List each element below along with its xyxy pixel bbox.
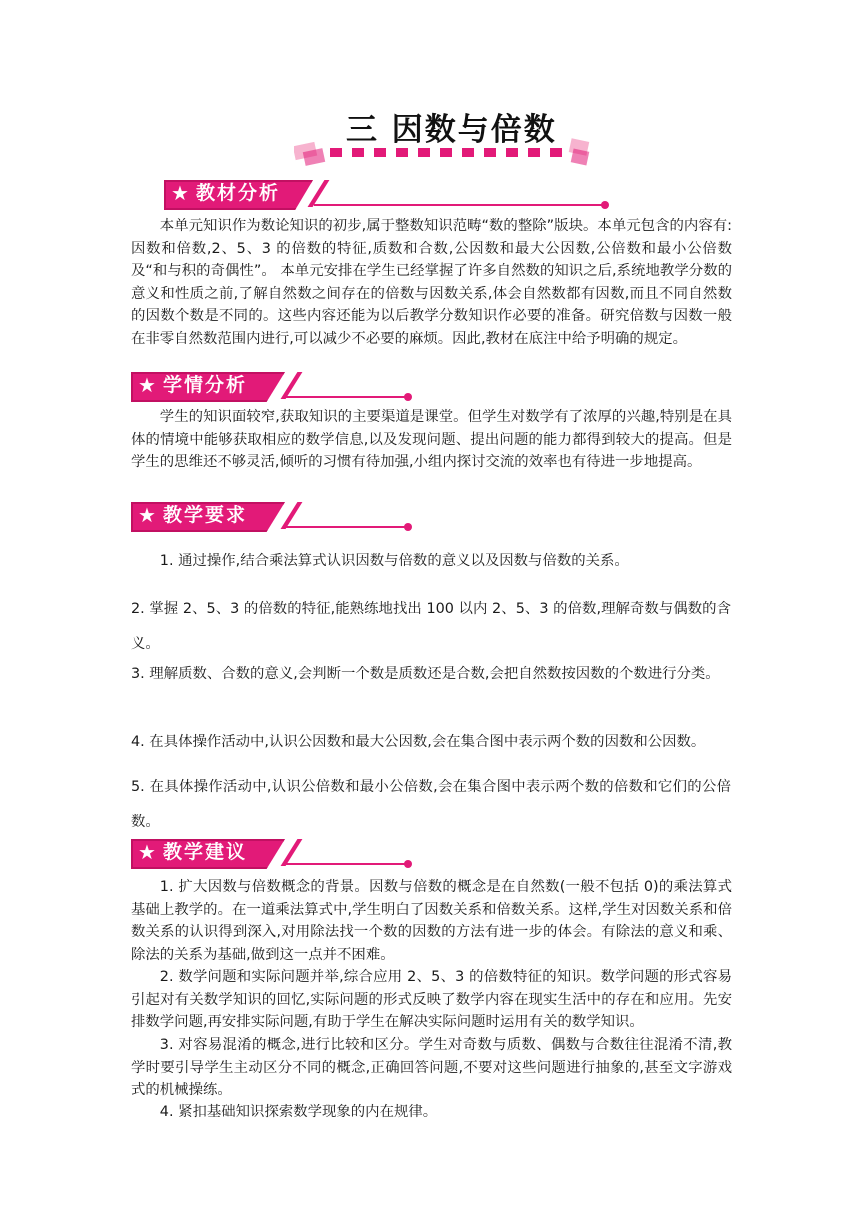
section-paragraph: 本单元知识作为数论知识的初步,属于整数知识范畴“数的整除”版块。本单元包含的内容有:因数和倍数,2、5、3 的倍数的特征,质数和合数,公因数和最大公因数,公倍数和最小公倍数及“和与积的奇偶性”。 本单元安排在学生已经掌握了许多自然数的知识之后,系统地教学分数的意义和性质之前,了解自然数之间存在的倍数与因数关系,体会自然数都有因数,而且不同自然数的因数个数是不同的。这些内容还能为以后教学分数知识作必要的准备。研究倍数与因数一般在非零自然数范围内进行,可以减少不必要的麻烦。因此,教材在底注中给予明确的规定。 bbox=[131, 218, 732, 347]
section-header-teaching-requirements bbox=[131, 502, 431, 532]
chapter-title: 三 因数与倍数 bbox=[346, 112, 557, 148]
slash-decoration bbox=[281, 372, 303, 399]
section-header-student-analysis bbox=[131, 372, 431, 402]
section-heading: 教材分析 bbox=[196, 182, 281, 204]
section-heading: 教学要求 bbox=[163, 504, 248, 526]
requirement-item: 4. 在具体操作活动中,认识公因数和最大公因数,会在集合图中表示两个数的因数和公因数。 bbox=[131, 734, 706, 750]
requirement-item: 3. 理解质数、合数的意义,会判断一个数是质数还是合数,会把自然数按因数的个数进行分类。 bbox=[131, 666, 720, 682]
suggestion-item: 1. 扩大因数与倍数概念的背景。因数与倍数的概念是在自然数(一般不包括 0)的乘法算式基础上教学的。在一道乘法算式中,学生明白了因数关系和倍数关系。这样,学生对因数关系和倍数关系的认识得到深入,对用除法找一个数的因数的方法有进一步的体会。有除法的意义和乘、除法的关系为基础,做到这一点并不困难。 bbox=[131, 879, 732, 963]
suggestion-item: 4. 紧扣基础知识探索数学现象的内在规律。 bbox=[159, 1104, 438, 1120]
suggestion-item: 2. 数学问题和实际问题并举,综合应用 2、5、3 的倍数特征的知识。数学问题的形式容易引起对有关数学知识的回忆,实际问题的形式反映了数学内容在现实生活中的存在和应用。先安排数学问题,再安排实际问题,有助于学生在解决实际问题时运用有关的数学知识。 bbox=[131, 969, 732, 1031]
section-heading: 教学建议 bbox=[163, 841, 248, 863]
slash-decoration bbox=[281, 839, 303, 866]
slash-decoration bbox=[281, 502, 303, 529]
rule-dot bbox=[404, 523, 412, 531]
requirement-item: 5. 在具体操作活动中,认识公倍数和最小公倍数,会在集合图中表示两个数的倍数和它们的公倍数。 bbox=[131, 779, 731, 830]
section-rule bbox=[286, 863, 406, 865]
section-rule bbox=[286, 526, 406, 528]
star-icon: ★ bbox=[138, 503, 156, 527]
star-icon: ★ bbox=[138, 840, 156, 864]
section-rule bbox=[314, 204, 604, 206]
section-paragraph: 学生的知识面较窄,获取知识的主要渠道是课堂。但学生对数学有了浓厚的兴趣,特别是在具体的情境中能够获取相应的数学信息,以及发现问题、提出问题的能力都得到较大的提高。但是学生的思维还不够灵活,倾听的习惯有待加强,小组内探讨交流的效率也有待进一步地提高。 bbox=[131, 409, 732, 471]
slash-decoration bbox=[308, 180, 330, 207]
star-icon: ★ bbox=[138, 373, 156, 397]
title-decoration bbox=[294, 136, 594, 170]
rule-dot bbox=[601, 201, 609, 209]
requirement-item: 2. 掌握 2、5、3 的倍数的特征,能熟练地找出 100 以内 2、5、3 的倍数,理解奇数与偶数的含义。 bbox=[131, 601, 731, 652]
section-header-teaching-suggestions bbox=[131, 839, 431, 869]
requirement-item: 1. 通过操作,结合乘法算式认识因数与倍数的意义以及因数与倍数的关系。 bbox=[159, 553, 629, 569]
rule-dot bbox=[404, 393, 412, 401]
suggestion-item: 3. 对容易混淆的概念,进行比较和区分。学生对奇数与质数、偶数与合数往往混淆不清,教学时要引导学生主动区分不同的概念,正确回答问题,不要对这些问题进行抽象的,甚至文字游戏式的机械操练。 bbox=[131, 1037, 732, 1099]
section-rule bbox=[286, 396, 406, 398]
section-header-textbook-analysis bbox=[164, 180, 464, 210]
section-heading: 学情分析 bbox=[163, 374, 248, 396]
star-icon: ★ bbox=[171, 181, 189, 205]
rule-dot bbox=[404, 860, 412, 868]
